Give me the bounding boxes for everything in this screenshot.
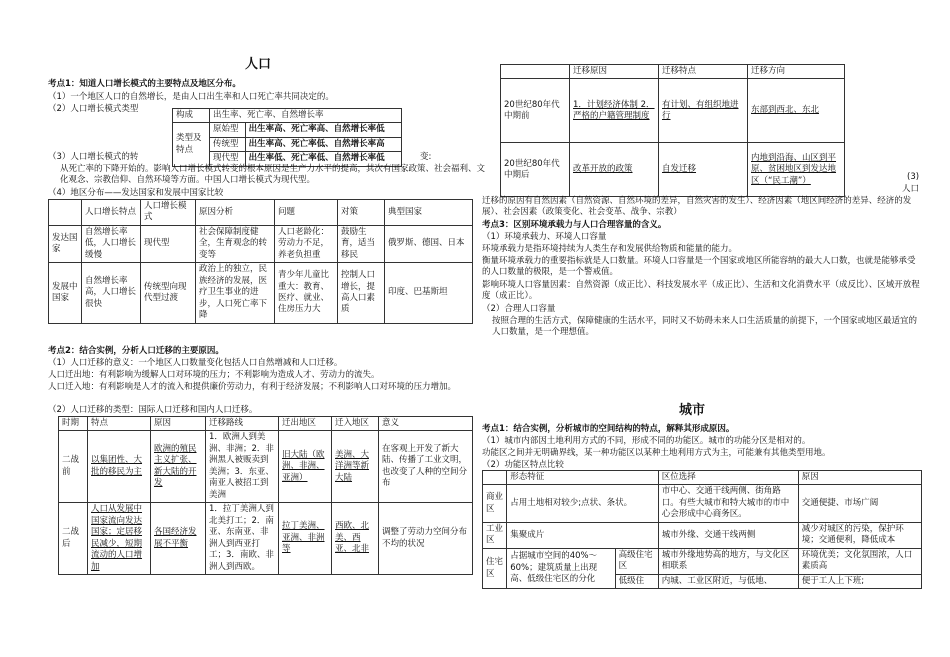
migration-table (58, 416, 473, 575)
cell: 迁移方向 (748, 65, 845, 79)
cell: 原因分析 (196, 200, 275, 226)
cell: 集聚成片 (507, 522, 659, 548)
population-title: 人口 (244, 57, 271, 72)
point3-text4: 影响环境人口容量因素：自然资源（成正比）、科技发展水平（成正比）、生活和文化消费水平（成反比）、区域开放程度（成正比）。 (482, 280, 920, 302)
cell: 改革开放的政策 (570, 143, 659, 197)
cell: 出生率高、死亡率高、自然增长率低 (245, 123, 401, 137)
cell: 内地到沿海、山区到平原、贫困地区到发达地区（“民工潮”） (748, 143, 845, 197)
cell: 传统型 (210, 137, 246, 151)
point3-heading: 考点3：区别环境承载力与人口合理容量的含义。 (482, 220, 667, 230)
cell: 印度、巴基斯坦 (385, 263, 473, 323)
point1-text3c: 从死亡率的下降开始的。影响人口增长模式转变的根本原因是生产力水平的提高，其次有国家政策、社会福利、文化观念、宗教信仰、自然环境等方面。中国人口增长模式为现代型。 (60, 164, 486, 186)
table-row (49, 225, 473, 262)
city-point1-heading: 考点1：结合实例，分析城市的空间结构的特点，解释其形成原因。 (482, 424, 735, 434)
cell: 对策 (338, 200, 385, 226)
table-row (49, 263, 473, 323)
cell: 20世纪80年代中期前 (501, 79, 570, 143)
cell: 自然增长率低，人口增长缓慢 (82, 225, 141, 262)
cell: 发展中国家 (49, 263, 82, 323)
cell: 西欧、北美、西亚、北非 (332, 503, 379, 575)
note-number: (3) (907, 172, 920, 182)
cell: 工业区 (483, 522, 507, 548)
table-row (483, 548, 922, 574)
cell: 典型国家 (385, 200, 473, 226)
cell: 二战前 (59, 431, 88, 503)
function-zone-table (482, 470, 922, 589)
cell: 占据城市空间的40%～60%；建筑质量上出现高、低级住宅区的分化 (507, 548, 615, 588)
cell: 原因 (798, 471, 921, 485)
cell: 商业区 (483, 485, 507, 522)
cell: 便于工人上下班; (798, 574, 921, 588)
point3-text3: 衡量环境承载力的重要指标就是人口数量。环境人口容量是一个国家或地区所能容纳的最大人口数，也就是能够承受的人口数量的极限，是一个警戒值。 (482, 256, 916, 278)
cell: 原始型 (210, 123, 246, 137)
cell: 有计划、有组织地进行 (659, 79, 748, 143)
cell: 原因 (151, 417, 206, 431)
china-migration-table (500, 64, 845, 197)
cell: 现代型 (141, 225, 196, 262)
cell (501, 65, 570, 79)
cell: 城市外缘、交通干线两侧 (658, 522, 798, 548)
cell: 各国经济发展不平衡 (151, 503, 206, 575)
point3-text2: 环境承载力是指环境持续为人类生存和发展供给物质和能量的能力。 (482, 244, 738, 254)
cell (483, 471, 507, 485)
cell: 20世纪80年代中期后 (501, 143, 570, 197)
cell: 鼓励生育，适当移民 (338, 225, 385, 262)
point1-text2: （2）人口增长模式类型 (48, 104, 139, 114)
cell: 形态特征 (507, 471, 659, 485)
table-row (501, 79, 845, 143)
cell: 1．拉丁美洲人到北美打工；2．南亚、东南亚、非洲人到西亚打工；3．南欧、非洲人到西欧。 (206, 503, 279, 575)
point1-heading: 考点1：知道人口增长模式的主要特点及地区分布。 (48, 79, 241, 89)
dev-compare-table (48, 199, 473, 324)
cell: 人口从发展中国家流向发达国家；定居移民减少，短期流动的人口增加 (88, 503, 151, 575)
cell: 俄罗斯、德国、日本 (385, 225, 473, 262)
cell: 1．欧洲人到美洲、非洲；2．非洲黑人被贩卖到美洲；3．东亚、南亚人被招工到美洲 (206, 431, 279, 503)
cell: 传统型向现代型过渡 (141, 263, 196, 323)
point2-text1: （1）人口迁移的意义：一个地区人口数量变化包括人口自然增减和人口迁移。 (48, 358, 343, 368)
cell: 出生率、死亡率、自然增长率 (210, 109, 402, 123)
point3-text1: （1）环境承载力、环境人口容量 (482, 232, 607, 242)
city-text3: （2）功能区特点比较 (482, 460, 564, 470)
cell: 高级住宅区 (615, 548, 658, 574)
point3-text6: 按照合理的生活方式，保障健康的生活水平，同时又不妨碍未来人口生活质量的前提下，一个国家或地区最适宜的人口数量，是一个理想值。 (492, 316, 918, 338)
cell: 减少对城区的污染，保护环境；交通便利，降低成本 (798, 522, 921, 548)
cell: 美洲、大洋洲等新大陆 (332, 431, 379, 503)
cell: 出生率低、死亡率低、自然增长率低 (245, 152, 401, 166)
city-text2: 功能区之间并无明确界线，某一种功能区以某种土地利用方式为主，可能兼有其他类型用地。 (482, 448, 831, 458)
city-title: 城市 (678, 403, 705, 418)
point2-text2: 人口迁出地：有利影响为缓解人口对环境的压力；不利影响为造成人才、劳动力的流失。 (48, 370, 380, 380)
cell: 调整了劳动力空间分布不均的状况 (379, 503, 473, 575)
cell: 旧大陆（欧洲、非洲、亚洲） (279, 431, 332, 503)
table-row (501, 143, 845, 197)
cell: 发达国家 (49, 225, 82, 262)
cell: 人口增长特点 (82, 200, 141, 226)
cell: 社会保障制度健全，生育观念的转变等 (196, 225, 275, 262)
cell: 城市外缘地势高的地方，与文化区相联系 (658, 548, 798, 574)
point2-text4: （2）人口迁移的类型：国际人口迁移和国内人口迁移。 (48, 405, 258, 415)
cell: 1．计划经济体制 2．严格的户籍管理制度 (570, 79, 659, 143)
cell: 意义 (379, 417, 473, 431)
point1-text3a: （3）人口增长模式的转 (48, 152, 139, 162)
cell: 青少年儿童比重大：教育、医疗、就业、住房压力大 (275, 263, 338, 323)
table-row (483, 522, 922, 548)
cell: 东部到西北、东北 (748, 79, 845, 143)
cell: 低级住 (615, 574, 658, 588)
cell: 欧洲的殖民主义扩张、新大陆的开发 (151, 431, 206, 503)
point3-text5: （2）合理人口容量 (482, 304, 556, 314)
migration-reason-text: 迁移的原因有自然因素（自然资源、自然环境的差异，自然灾害的发生）、经济因素（地区间经济的差异、经济的发展）、社会因素（政策变化、社会变革、战争、宗教） (482, 196, 912, 218)
cell: 在客观上开发了新大陆、传播了工业文明，也改变了人种的空间分布 (379, 431, 473, 503)
cell: 构成 (173, 109, 210, 123)
cell: 现代型 (210, 152, 246, 166)
note-word: 人口 (902, 184, 920, 194)
point1-text3b: 变: (420, 152, 432, 162)
table-row (59, 503, 473, 575)
cell: 迁移路线 (206, 417, 279, 431)
cell: 控制人口增长，提高人口素质 (338, 263, 385, 323)
cell: 人口增长模式 (141, 200, 196, 226)
cell: 迁移原因 (570, 65, 659, 79)
cell: 特点 (88, 417, 151, 431)
point2-text3: 人口迁入地：有利影响是人才的流入和提供廉价劳动力，有利于经济发展；不利影响人口对环境的压力增加。 (48, 382, 457, 392)
cell: 交通便捷、市场广阔 (798, 485, 921, 522)
point1-text1: （1）一个地区人口的自然增长，是由人口出生率和人口死亡率共同决定的。 (48, 92, 334, 102)
cell: 住宅区 (483, 548, 507, 588)
cell: 出生率高、死亡率低、自然增长率高 (245, 137, 401, 151)
table-row (59, 431, 473, 503)
cell: 自发迁移 (659, 143, 748, 197)
cell: 问题 (275, 200, 338, 226)
cell: 环境优美；文化氛围浓，人口素质高 (798, 548, 921, 574)
growth-type-table (172, 108, 402, 167)
cell (49, 200, 82, 226)
cell: 区位选择 (658, 471, 798, 485)
cell: 迁入地区 (332, 417, 379, 431)
cell: 迁出地区 (279, 417, 332, 431)
point2-heading: 考点2：结合实例，分析人口迁移的主要原因。 (48, 346, 224, 356)
cell: 人口老龄化：劳动力不足，养老负担重 (275, 225, 338, 262)
cell: 拉丁美洲、亚洲、非洲等 (279, 503, 332, 575)
cell: 市中心、交通干线两侧、街角路口。有些大城市和特大城市的市中心会形成中心商务区。 (658, 485, 798, 522)
cell: 时期 (59, 417, 88, 431)
cell: 以集团性、大批的移民为主 (88, 431, 151, 503)
cell: 内城、工业区附近，与低地、 (658, 574, 798, 588)
cell: 占用土地相对较少;点状、条状。 (507, 485, 659, 522)
cell: 自然增长率高，人口增长很快 (82, 263, 141, 323)
city-text1: （1）城市内部因土地利用方式的不同，形成不同的功能区。城市的功能分区是相对的。 (482, 436, 811, 446)
cell: 迁移特点 (659, 65, 748, 79)
point1-text4: （4）地区分布——发达国家和发展中国家比较 (48, 188, 224, 198)
table-row (483, 485, 922, 522)
cell: 政治上的独立，民族经济的发展，医疗卫生事业的进步，人口死亡率下降 (196, 263, 275, 323)
cell: 类型及特点 (173, 123, 210, 166)
cell: 二战后 (59, 503, 88, 575)
